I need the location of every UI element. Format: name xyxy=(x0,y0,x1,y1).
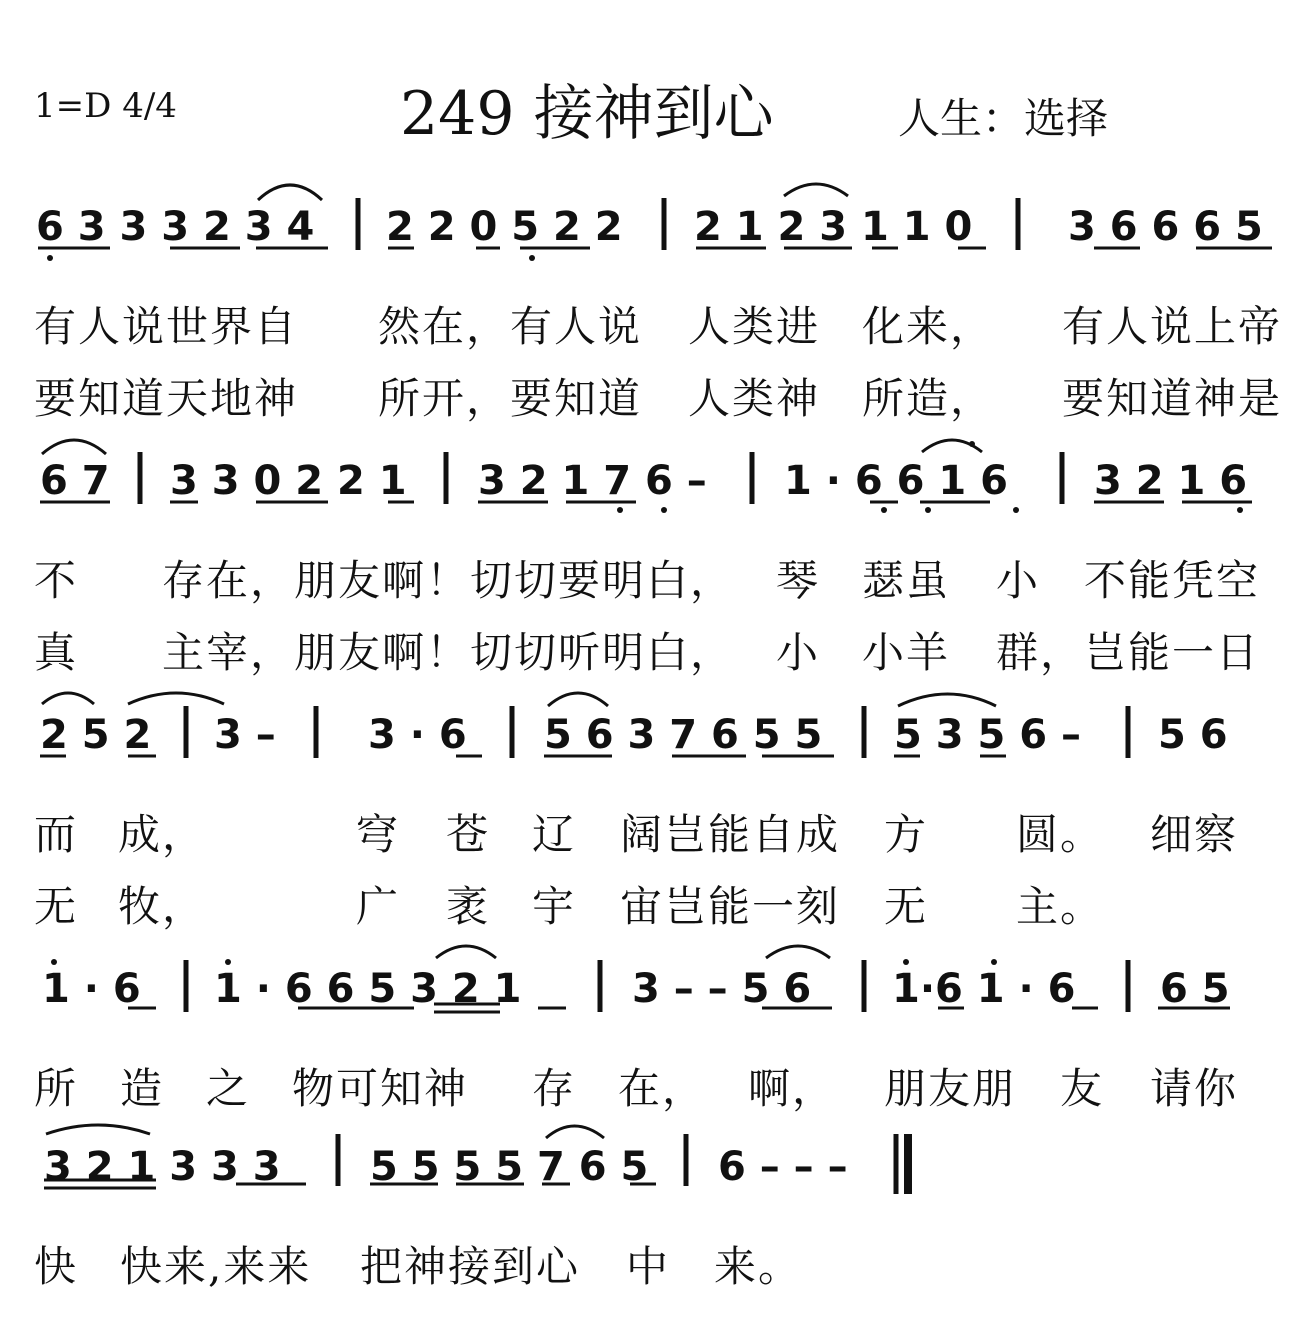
slur xyxy=(784,184,848,196)
lyric-s4-g: 啊， xyxy=(748,1064,837,1113)
lyric-s3-v1-f: 阔岂能自成 xyxy=(620,810,841,859)
lyric-s2-v1-f: 不能凭空 xyxy=(1084,556,1261,605)
lyric-s4-i: 友 xyxy=(1060,1064,1105,1113)
octave-dot-low xyxy=(661,507,667,513)
notes-s1-m2: 2 2 0 5 2 2 xyxy=(386,204,623,250)
lyric-s2-v2-b: 主宰，朋友啊！切切听明白， xyxy=(162,628,735,677)
key-signature: 1=D 4/4 xyxy=(34,86,177,126)
notes-s3-m1: 2 5 2 xyxy=(40,712,152,758)
slur xyxy=(258,185,322,200)
lyric-s5-d: 中 xyxy=(626,1242,671,1291)
slur xyxy=(42,693,94,704)
lyric-s2-v1-b: 存在，朋友啊！切切要明白， xyxy=(162,556,735,605)
lyric-s3-v2-c: 广 xyxy=(356,882,401,931)
song-category: 人生：选择 xyxy=(898,94,1109,143)
lyric-s4-f: 在， xyxy=(618,1064,707,1113)
lyric-s5-a: 快 xyxy=(34,1242,79,1291)
lyric-s5-b: 快来,来来 xyxy=(120,1242,312,1291)
lyric-s2-v1-a: 不 xyxy=(34,556,79,605)
lyric-s4-a: 所 xyxy=(34,1064,79,1113)
octave-dot-high xyxy=(225,959,231,965)
lyric-s1-v1-b: 然在，有人说 xyxy=(378,302,643,351)
slur xyxy=(128,693,224,704)
lyric-s3-v1-e: 辽 xyxy=(532,810,577,859)
notes-s3-m5: 5 3 5 6 – xyxy=(894,712,1082,758)
lyric-s1-v2-d: 所造， xyxy=(862,374,995,423)
lyric-s2-v2-e: 群， xyxy=(996,628,1085,677)
notes-s2-m3: 3 2 1 7 6 – xyxy=(478,458,707,504)
notes-s3-m2: 3 – xyxy=(214,712,276,758)
lyric-s4-h: 朋友朋 xyxy=(884,1064,1017,1113)
notes-s5-m1: 3 2 1 3 3 3 xyxy=(44,1144,281,1190)
slur xyxy=(436,946,496,958)
slur xyxy=(42,440,106,454)
lyric-s3-v1-h: 圆。 xyxy=(1016,810,1105,859)
lyric-s3-v2-a: 无 xyxy=(34,882,79,931)
lyric-s2-v2-d: 小羊 xyxy=(862,628,951,677)
octave-dot-low xyxy=(1013,507,1019,513)
notes-s1-m1: 6 3 3 3 2 3 4 xyxy=(36,204,315,250)
lyric-s1-v2-a: 要知道天地神 xyxy=(34,374,299,423)
lyric-s1-v2-b: 所开，要知道 xyxy=(378,374,643,423)
slur xyxy=(46,1125,150,1134)
lyric-s1-v2-e: 要知道神是 xyxy=(1062,374,1283,423)
octave-dot-low xyxy=(925,507,931,513)
octave-dot-low xyxy=(1237,507,1243,513)
octave-dot-low xyxy=(47,255,53,261)
octave-dot-low xyxy=(881,507,887,513)
slur xyxy=(766,946,830,958)
lyric-s2-v2-a: 真 xyxy=(34,628,79,677)
lyric-s2-v2-c: 小 xyxy=(776,628,821,677)
lyric-s3-v1-c: 穹 xyxy=(356,810,401,859)
lyric-s1-v1-d: 化来， xyxy=(862,302,995,351)
notes-s4-m4: 1·6 1 · 6 xyxy=(892,966,1076,1012)
octave-dot-high xyxy=(969,441,975,447)
lyric-s5-c: 把神接到心 xyxy=(360,1242,581,1291)
notes-s3-m6: 5 6 xyxy=(1158,712,1228,758)
notes-s5-m3: 6 – – – xyxy=(718,1144,848,1190)
notes-s3-m3: 3 · 6 xyxy=(368,712,467,758)
octave-dot-high xyxy=(51,959,57,965)
lyric-s1-v2-c: 人类神 xyxy=(688,374,821,423)
notes-s1-m4: 3 6 6 6 5 xyxy=(1068,204,1263,250)
lyric-s2-v1-d: 瑟虽 xyxy=(862,556,951,605)
notes-s4-m1: 1 · 6 xyxy=(42,966,141,1012)
lyric-s3-v1-i: 细察 xyxy=(1150,810,1239,859)
lyric-s3-v1-a: 而 xyxy=(34,810,79,859)
slur xyxy=(548,693,608,706)
notes-s4-m2: 1 · 6 6 5 3 2 1 xyxy=(214,966,522,1012)
lyric-s3-v2-e: 宇 xyxy=(532,882,577,931)
slur xyxy=(898,694,996,706)
lyric-s2-v2-f: 岂能一日 xyxy=(1084,628,1261,677)
octave-dot-low xyxy=(617,507,623,513)
lyric-s4-c: 之 xyxy=(206,1064,251,1113)
notes-s2-m5: 3 2 1 6 xyxy=(1094,458,1248,504)
notes-s3-m4: 5 6 3 7 6 5 5 xyxy=(544,712,823,758)
lyric-s1-v1-c: 人类进 xyxy=(688,302,821,351)
lyric-s3-v2-b: 牧， xyxy=(118,882,207,931)
lyric-s3-v2-f: 宙岂能一刻 xyxy=(620,882,841,931)
notes-s2-m2: 3 3 0 2 2 1 xyxy=(170,458,407,504)
lyric-s1-v1-e: 有人说上帝 xyxy=(1062,302,1283,351)
lyric-s3-v2-h: 主。 xyxy=(1016,882,1105,931)
octave-dot-high xyxy=(903,959,909,965)
lyric-s3-v1-b: 成， xyxy=(118,810,207,859)
lyric-s2-v1-c: 琴 xyxy=(776,556,821,605)
notes-s4-m5: 6 5 xyxy=(1160,966,1230,1012)
octave-dot-high xyxy=(991,959,997,965)
lyric-s4-d: 物可知神 xyxy=(292,1064,469,1113)
lyric-s2-v1-e: 小 xyxy=(996,556,1041,605)
song-title: 249 接神到心 xyxy=(400,79,774,149)
notes-s4-m3: 3 – – 5 6 xyxy=(632,966,812,1012)
lyric-s4-e: 存 xyxy=(532,1064,577,1113)
lyric-s4-b: 造 xyxy=(120,1064,165,1113)
lyric-s3-v1-g: 方 xyxy=(884,810,929,859)
notes-s2-m1: 6 7 xyxy=(40,458,110,504)
octave-dot-low xyxy=(529,255,535,261)
lyric-s3-v2-g: 无 xyxy=(884,882,929,931)
notes-s1-m3: 2 1 2 3 1 1 0 xyxy=(694,204,973,250)
slur xyxy=(546,1126,604,1138)
lyric-s1-v1-a: 有人说世界自 xyxy=(34,302,299,351)
lyric-s3-v2-d: 袤 xyxy=(446,882,491,931)
lyric-s4-j: 请你 xyxy=(1150,1064,1239,1113)
lyric-s5-e: 来。 xyxy=(714,1242,803,1291)
notes-s5-m2: 5 5 5 5 7 6 5 xyxy=(370,1144,649,1190)
lyric-s3-v1-d: 苍 xyxy=(446,810,491,859)
notes-s2-m4: 1 · 6 6 1 6 xyxy=(784,458,1008,504)
